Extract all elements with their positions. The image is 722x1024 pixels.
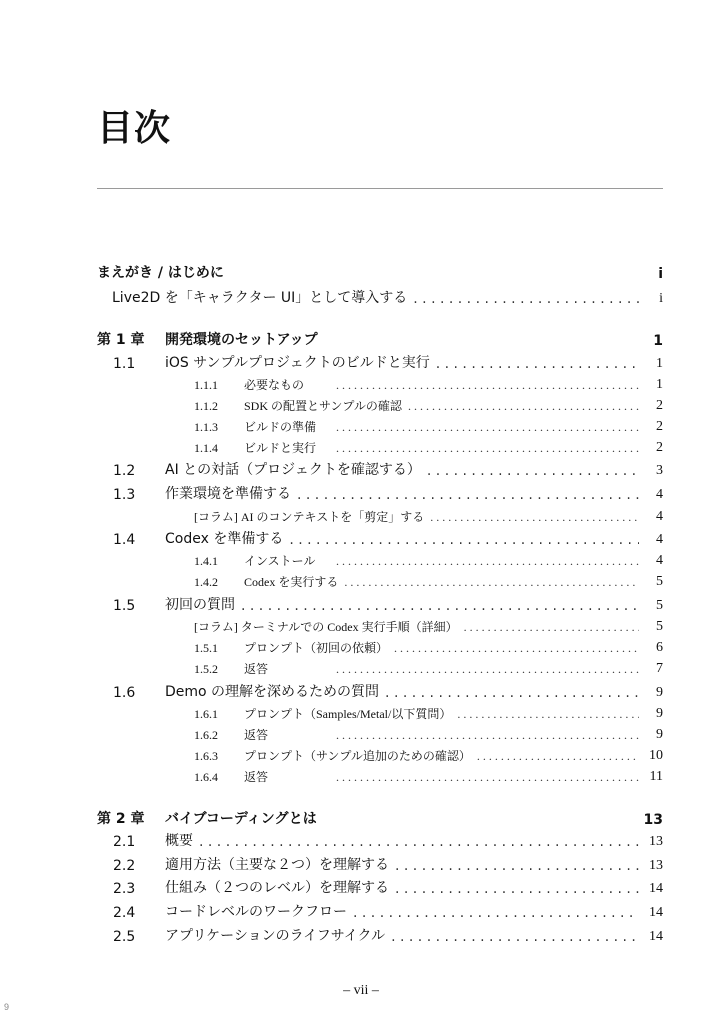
dot-leader — [297, 487, 639, 503]
toc-entry-page: 5 — [656, 598, 663, 613]
toc-entry-page: 9 — [656, 706, 663, 721]
toc-entry-page: 5 — [656, 574, 663, 589]
toc-entry-number: 1.5 — [113, 598, 136, 614]
toc-entry-title: 開発環境のセットアップ — [165, 332, 318, 348]
toc-entry-page: 10 — [649, 748, 663, 763]
toc-entry[interactable] — [194, 505, 663, 525]
toc-entry[interactable] — [194, 436, 663, 456]
toc-entry-number: 1.4.1 — [194, 554, 218, 568]
dot-leader — [241, 598, 639, 614]
dot-leader — [344, 575, 639, 590]
toc-entry-title: 返答 — [244, 770, 269, 784]
dot-leader — [427, 463, 639, 479]
dot-leader — [274, 662, 639, 677]
toc-entry-page: 13 — [649, 858, 663, 873]
toc-entry-number: 2.3 — [113, 881, 136, 897]
toc-entry-page: i — [659, 291, 663, 306]
toc-entry-page: 1 — [656, 377, 663, 392]
toc-entry[interactable] — [194, 657, 663, 677]
toc-entry-title: Codex を実行する — [244, 575, 339, 589]
toc-entry-number: 1.1.3 — [194, 420, 218, 434]
toc-entry-title: SDK の配置とサンプルの確認 — [244, 399, 402, 413]
toc-entry-page: 4 — [656, 509, 663, 524]
toc-entry[interactable] — [194, 549, 663, 569]
toc-entry-title: ビルドの準備 — [244, 420, 317, 434]
toc-entry[interactable] — [194, 702, 663, 722]
toc-entry[interactable] — [194, 636, 663, 656]
toc-entry-title: 作業環境を準備する — [165, 486, 291, 502]
dot-leader — [477, 749, 639, 764]
dot-leader — [413, 291, 639, 307]
toc-entry[interactable] — [112, 287, 663, 307]
toc-entry[interactable] — [113, 854, 663, 874]
toc-entry-number: 1.1.2 — [194, 399, 218, 413]
toc-entry-page: 2 — [656, 419, 663, 434]
toc-entry-number: 1.4.2 — [194, 575, 218, 589]
dot-leader — [430, 510, 639, 525]
toc-entry[interactable] — [194, 744, 663, 764]
toc-entry-page: 11 — [649, 769, 663, 784]
toc-entry-number: 1.6.3 — [194, 749, 218, 763]
toc-entry-number: 2.1 — [113, 834, 136, 850]
toc-entry[interactable] — [97, 808, 663, 828]
toc-entry-page: 4 — [656, 487, 663, 502]
toc-entry-title: インストール — [244, 554, 316, 568]
toc-entry[interactable] — [113, 459, 663, 479]
toc-entry-title: 仕組み（２つのレベル）を理解する — [165, 880, 389, 896]
dot-leader — [322, 420, 639, 435]
toc-entry-title: コードレベルのワークフロー — [165, 904, 347, 920]
toc-entry-number: 1.1.1 — [194, 378, 218, 392]
toc-entry-number: 1.5.2 — [194, 662, 218, 676]
dot-leader — [322, 441, 639, 456]
toc-entry-number: 1.6.1 — [194, 707, 218, 721]
dot-leader — [395, 858, 639, 874]
toc-entry-page: 7 — [656, 661, 663, 676]
toc-entry[interactable] — [194, 615, 663, 635]
toc-entry-title: ビルドと実行 — [244, 441, 317, 455]
toc-entry-title: まえがき / はじめに — [97, 265, 224, 281]
toc-entry[interactable] — [97, 329, 663, 349]
toc-entry[interactable] — [113, 594, 663, 614]
dot-leader — [274, 728, 639, 743]
toc-entry-page: 1 — [653, 333, 663, 349]
toc-entry-number: 第 2 章 — [97, 811, 145, 827]
dot-leader — [464, 620, 639, 635]
toc-entry-title: 適用方法（主要な２つ）を理解する — [165, 857, 389, 873]
toc-entry-title: 初回の質問 — [165, 597, 235, 613]
toc-entry-number: 第 1 章 — [97, 332, 145, 348]
dot-leader — [321, 554, 639, 569]
toc-entry[interactable] — [194, 765, 663, 785]
toc-entry[interactable] — [113, 925, 663, 945]
toc-entry-number: 2.2 — [113, 858, 136, 874]
toc-entry-title: Live2D を「キャラクター UI」として導入する — [112, 290, 408, 306]
toc-entry-page: 2 — [656, 440, 663, 455]
toc-entry[interactable] — [97, 262, 663, 282]
page-title: 目次 — [97, 108, 172, 149]
toc-entry[interactable] — [194, 723, 663, 743]
toc-entry-page: 13 — [649, 834, 663, 849]
dot-leader — [289, 532, 639, 548]
toc-entry-page: 4 — [656, 553, 663, 568]
toc-entry-number: 1.6 — [113, 685, 136, 701]
dot-leader — [353, 905, 639, 921]
toc-entry-title: AI との対話（プロジェクトを確認する） — [165, 462, 421, 478]
toc-entry[interactable] — [194, 373, 663, 393]
toc-entry-title: 返答 — [244, 662, 269, 676]
toc-entry-number: 1.1 — [113, 356, 136, 372]
toc-entry-page: 4 — [656, 532, 663, 547]
toc-entry-page: 14 — [649, 929, 663, 944]
toc-entry[interactable] — [194, 570, 663, 590]
toc-entry-title: [コラム] ターミナルでの Codex 実行手順（詳細） — [194, 620, 458, 634]
dot-leader — [408, 399, 639, 414]
toc-entry-title: Codex を準備する — [165, 531, 284, 547]
toc-entry-page: i — [658, 266, 663, 282]
toc-entry[interactable] — [113, 877, 663, 897]
toc-entry-page: 2 — [656, 398, 663, 413]
toc-entry-title: Demo の理解を深めるための質問 — [165, 684, 380, 700]
dot-leader — [274, 770, 639, 785]
toc-entry-number: 1.6.4 — [194, 770, 218, 784]
toc-entry[interactable] — [113, 681, 663, 701]
toc-entry-title: 概要 — [165, 833, 193, 849]
toc-entry-page: 5 — [656, 619, 663, 634]
toc-entry-number: 1.5.1 — [194, 641, 218, 655]
toc-entry-number: 2.5 — [113, 929, 136, 945]
toc-entry-title: アプリケーションのライフサイクル — [165, 928, 386, 944]
toc-entry[interactable] — [113, 352, 663, 372]
toc-entry-page: 9 — [656, 685, 663, 700]
toc-entry-page: 3 — [656, 463, 663, 478]
toc-entry-number: 1.1.4 — [194, 441, 218, 455]
toc-entry-page: 6 — [656, 640, 663, 655]
dot-leader — [394, 641, 639, 656]
toc-entry-page: 14 — [649, 881, 663, 896]
toc-entry-title: プロンプト（初回の依頼） — [244, 641, 389, 655]
dot-leader — [310, 378, 639, 393]
toc-entry-title: [コラム] AI のコンテキストを「剪定」する — [194, 510, 425, 524]
toc-entry-title: バイブコーディングとは — [165, 811, 317, 827]
toc-entry-page: 9 — [656, 727, 663, 742]
dot-leader — [395, 881, 639, 897]
toc-entry[interactable] — [113, 483, 663, 503]
toc-entry-title: 返答 — [244, 728, 269, 742]
toc-entry-number: 1.6.2 — [194, 728, 218, 742]
toc-entry-number: 1.2 — [113, 463, 136, 479]
dot-leader — [385, 685, 639, 701]
corner-mark: 9 — [4, 1002, 10, 1012]
page-footer: – vii – — [343, 983, 379, 998]
toc-entry-number: 2.4 — [113, 905, 136, 921]
toc-entry[interactable] — [194, 415, 663, 435]
dot-leader — [436, 356, 639, 372]
toc-entry-page: 14 — [649, 905, 663, 920]
toc-entry-page: 13 — [643, 812, 663, 828]
toc-entry-page: 1 — [656, 356, 663, 371]
toc-entry-number: 1.4 — [113, 532, 136, 548]
toc-entry[interactable] — [113, 830, 663, 850]
toc-entry-title: プロンプト（Samples/Metal/以下質問） — [244, 707, 452, 721]
toc-entry[interactable] — [194, 394, 663, 414]
toc-entry-title: iOS サンプルプロジェクトのビルドと実行 — [165, 355, 430, 371]
toc-entry[interactable] — [113, 528, 663, 548]
toc-entry-title: プロンプト（サンプル追加のための確認） — [244, 749, 471, 763]
dot-leader — [199, 834, 639, 850]
dot-leader — [457, 707, 639, 722]
dot-leader — [391, 929, 639, 945]
toc-entry-title: 必要なもの — [244, 378, 305, 392]
toc-entry[interactable] — [113, 901, 663, 921]
toc-entry-number: 1.3 — [113, 487, 136, 503]
